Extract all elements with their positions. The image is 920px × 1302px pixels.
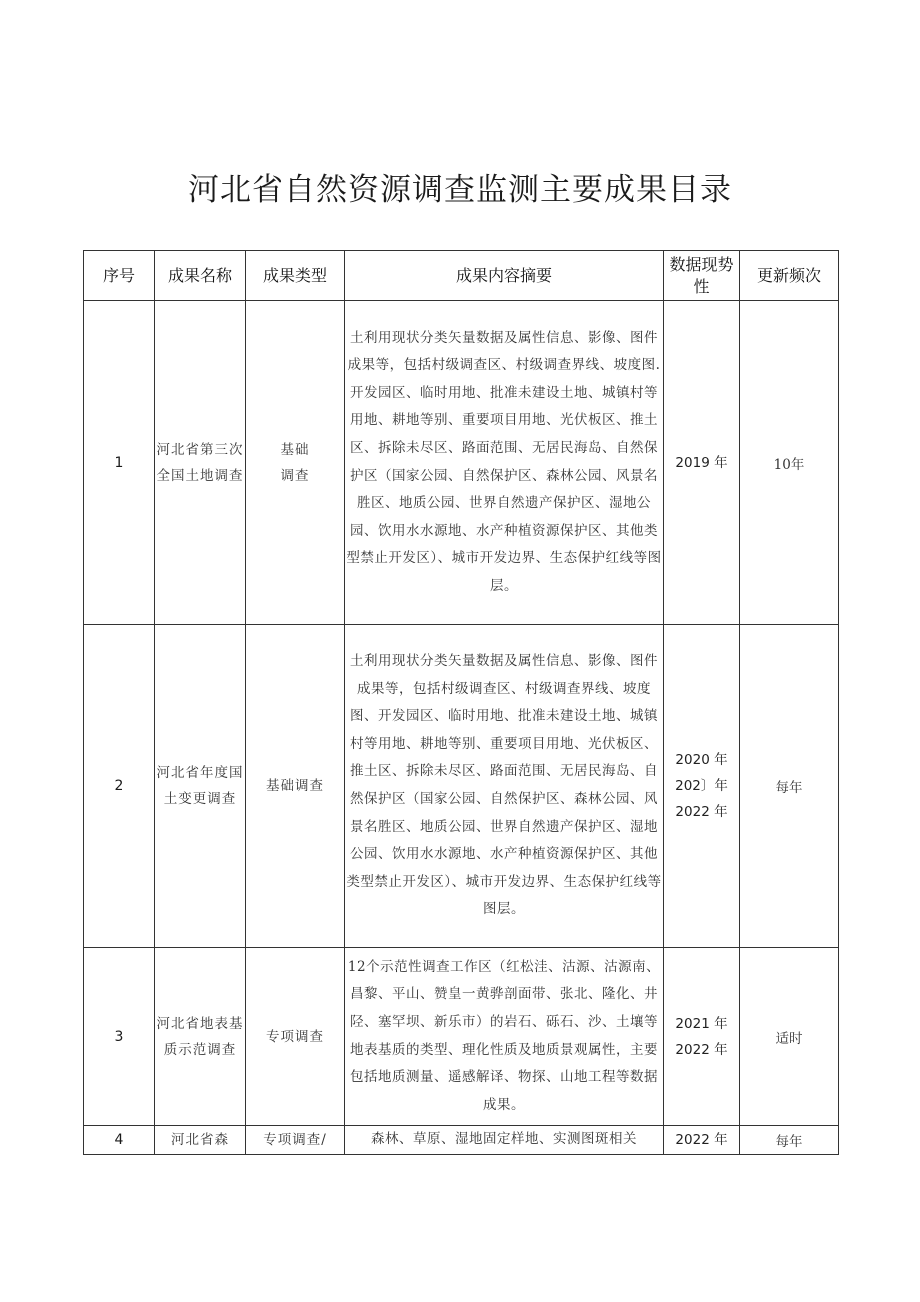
row-type: [246, 301, 345, 625]
catalog-table: [83, 250, 839, 1155]
row-summary: 土利用现状分类矢量数据及属性信息、影像、图件成果等，包括村级调查区、村级调查界线、坡度图、开发园区、临时用地、批准未建设土地、城镇村等用地、耕地等别、重要项目用地、光伏板区、推土区、拆除未尽区、路面范围、无居民海岛、自然保护区（国家公园、自然保护区、森林公园、风景名胜区、地质公园、世界自然遗产保护区、湿地公园、饮用水水源地、水产种植资源保护区、其他类型禁止开发区）、城市开发边界、生态保护红线等图层。: [345, 625, 664, 948]
row-summary: 12个示范性调查工作区（红松洼、沽源、沽源南、昌黎、平山、赞皇一黄骅剖面带、张北、隆化、井陉、塞罕坝、新乐市）的岩石、砾石、沙、土壤等地表基质的类型、理化性质及地质景观属性，主要包括地质测量、遥感解译、物探、山地工程等数据成果。: [345, 948, 664, 1126]
header-currency: [664, 251, 740, 301]
row-summary: 森林、草原、湿地固定样地、实测图斑相关: [345, 1126, 664, 1155]
row-frequency: 每年: [740, 1126, 839, 1155]
row-frequency: 每年: [740, 625, 839, 948]
table-header-row: [84, 251, 839, 301]
row-name: 河北省森: [155, 1126, 246, 1155]
row-currency-year: 2020 年: [675, 752, 728, 768]
row-type: [246, 1126, 345, 1155]
row-currency-year: 202〕年: [675, 778, 728, 794]
row-summary: 土利用现状分类矢量数据及属性信息、影像、图件成果等，包括村级调查区、村级调查界线、坡度图.开发园区、临时用地、批准未建设土地、城镇村等用地、耕地等别、重要项目用地、光伏板区、推土区、拆除未尽区、路面范围、无居民海岛、自然保护区（国家公园、自然保护区、森林公园、风景名胜区、地质公园、世界自然遗产保护区、湿地公园、饮用水水源地、水产种植资源保护区、其他类型禁止开发区）、城市开发边界、生态保护红线等图层。: [345, 301, 664, 625]
header-frequency: 更新频次: [740, 251, 839, 301]
table-row: [84, 948, 839, 1126]
row-no: 2: [84, 625, 155, 948]
header-no: 序号: [84, 251, 155, 301]
row-currency-year: 2019 年: [675, 454, 728, 471]
row-currency: [664, 1126, 740, 1155]
table-row: [84, 301, 839, 625]
header-type: 成果类型: [246, 251, 345, 301]
row-name: 河北省年度国土变更调查: [155, 625, 246, 948]
header-summary: 成果内容摘要: [345, 251, 664, 301]
row-currency-year: 2022 年: [675, 1131, 728, 1148]
row-currency-year: 2022 年: [675, 804, 728, 820]
row-frequency: 适时: [740, 948, 839, 1126]
table-row: [84, 625, 839, 948]
row-currency: [664, 625, 740, 948]
row-type-line1: 基础调查: [266, 778, 324, 794]
row-type-line2: 调查: [280, 467, 310, 484]
header-currency-line1: 数据现势: [669, 254, 734, 274]
row-type-line1: 专项调查: [266, 1028, 324, 1045]
row-type: [246, 948, 345, 1126]
row-no: 1: [84, 301, 155, 625]
row-name: 河北省地表基质示范调查: [155, 948, 246, 1126]
page-title: 河北省自然资源调查监测主要成果目录: [188, 172, 732, 208]
row-currency-year: 2022 年: [675, 1041, 728, 1058]
row-type-line1: 专项调查/: [263, 1131, 327, 1148]
row-currency: [664, 948, 740, 1126]
table-row: [84, 1126, 839, 1155]
row-type: [246, 625, 345, 948]
row-currency: [664, 301, 740, 625]
row-no: 4: [84, 1126, 155, 1155]
row-currency-year: 2021 年: [675, 1015, 728, 1032]
header-name: 成果名称: [155, 251, 246, 301]
header-currency-line2: 性: [693, 276, 710, 296]
row-no: 3: [84, 948, 155, 1126]
row-name: 河北省第三次全国土地调查: [155, 301, 246, 625]
row-type-line1: 基础: [280, 441, 310, 458]
row-frequency: 10年: [740, 301, 839, 625]
